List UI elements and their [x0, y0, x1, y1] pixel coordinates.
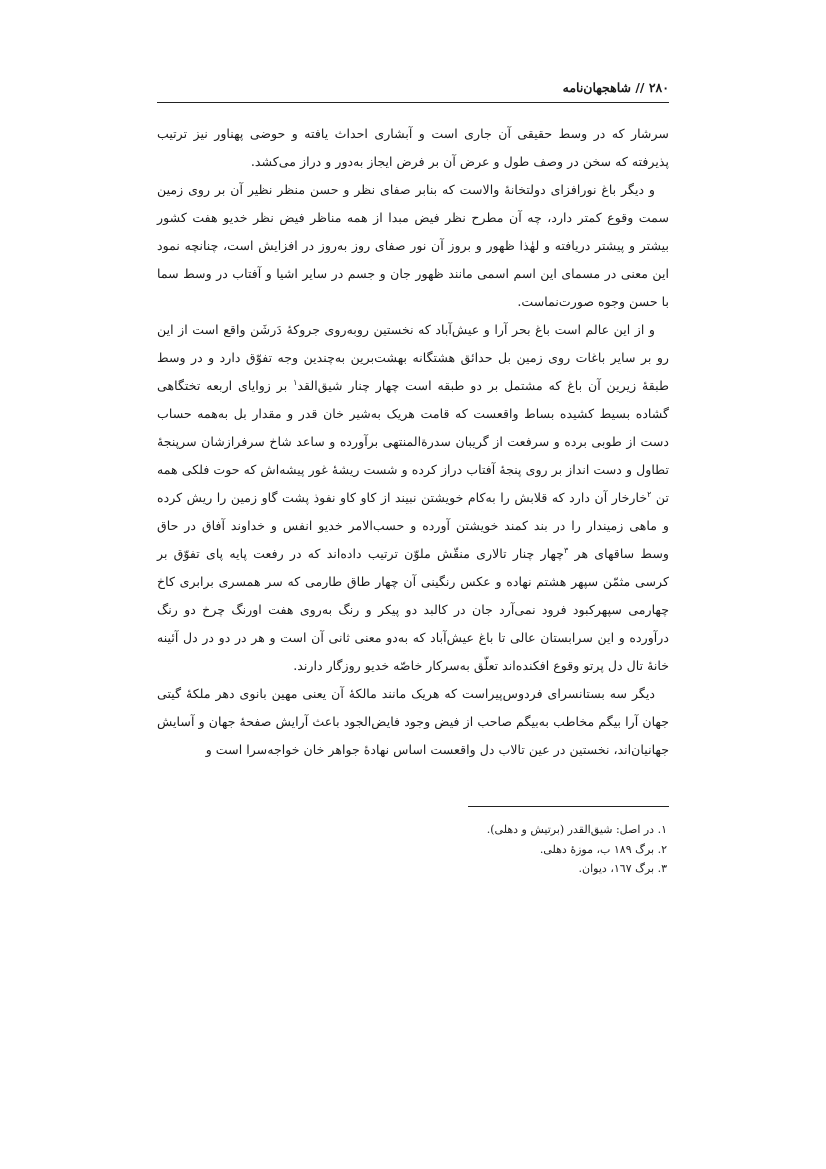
paragraph: دیگر سه بستانسرای فردوس‌پیراست که هریک مانند مالکهٔ آن یعنی مهین بانوی دهر ملکهٔ گیتی جهان آرا بیگم مخاطب به‌بیگم صاحب از فیض وجود فایض‌الجود باعث آرایش صفحهٔ جهان و آسایش جهانیان‌اند، نخستین در عین تالاب دل واقعست اساس نهادهٔ جواهر خان خواجه‌سرا است و — [157, 686, 669, 757]
footnotes — [157, 820, 669, 879]
footnote-marker[interactable]: ۱ — [293, 377, 298, 387]
footnote: ۱. در اصل: شیق‌القدر (برتیش و دهلی). — [486, 823, 667, 836]
footnote-marker[interactable]: ۲ — [647, 489, 652, 499]
paragraph-text: خارخار آن دارد که قلابش را به‌کام خویشتن نبیند از کاو کاو نفوذ پشت گاو زمین را ریش کرده و ماهی زمیندار را در بند کمند خویشتن آورده و حسب‌الامر خدیو انفس و خداوند آفاق در حاق وسط ساقهای هر — [157, 490, 669, 561]
footnote-marker[interactable]: ۳ — [564, 545, 569, 555]
main-text — [157, 120, 669, 764]
page-number-and-title: ۲۸۰ // شاهجهان‌نامه — [562, 80, 669, 95]
paragraph — [157, 316, 669, 680]
footnote: ۳. برگ ۱٦٧، دیوان. — [578, 862, 667, 875]
paragraph-text: و از این عالم است باغ بحر آرا و عیش‌آباد که نخستین روبه‌روی جروکهٔ دَرشَن واقع است از این رو بر سایر باغات روی زمین بل حدائق هشتگانه بهشت‌برین به‌چندین وجه تفوّق دارد و در وسط طبقهٔ زیرین آن باغ که مشتمل بر دو طبقه است چهار چنار شیق‌القد — [157, 322, 670, 393]
paragraph-text: بر زوایای اربعه تختگاهی گشاده بسیط کشیده بساط واقعست که قامت هریک به‌شیر خان قدر و مقدار بل به‌همه حساب دست از طوبی برده و سرفعت از گریبان سدرةالمنتهی برآورده و ساعد شاخ سرفرازشان سرپنجهٔ تطاول و دست انداز بر روی پنجهٔ آفتاب دراز کرده و شست ریشهٔ غور پیشه‌اش که حوت فلکی همه تن — [157, 378, 669, 505]
paragraph: و دیگر باغ نورافزای دولتخانهٔ والاست که بنابر صفای نظر و حسن منظر نظیر آن بر روی زمین سمت وقوع کمتر دارد، چه آن مطرح نظر فیض مبدا از همه مناظر فیض نظر خدیو هفت کشور بیشتر و پیشتر دریافته و لهٰذا ظهور و بروز آن نور صفای روز به‌روز در افزایش است، چنانچه نمود این معنی در مسمای این اسم اسمی مانند ظهور جان و جسم در سایر اشیا و آفتاب در وسط سما با حسن وجوه صورت‌نماست. — [157, 182, 669, 309]
footnote-divider — [468, 806, 669, 807]
footnote: ۲. برگ ۱۸۹ ب، موزهٔ دهلی. — [539, 842, 667, 856]
paragraph-text: چهار چنار تالاری منقّش ملوّن ترتیب داده‌اند که در رفعت پایه پای تفوّق بر کرسی مثمّن سپهر هشتم نهاده و عکس رنگینی آن چهار طاق طارمی که سر همسری برابری کاخ چهارمی سپهرکبود فرود نمی‌آرد جان در کالبد دو پیکر و رنگ به‌روی هفت اورنگ چرخ دو رنگ درآورده و این سرابستان عالی تا باغ عیش‌آباد که به‌دو معنی ثانی آن است و هر در دو در دل آئینه خانهٔ تال دل پرتو وقوع افکنده‌اند تعلّق به‌سرکار خاصّه خدیو روزگار دارند. — [157, 546, 669, 673]
running-header — [157, 74, 669, 103]
paragraph: سرشار که در وسط حقیقی آن جاری است و آبشاری احداث یافته و حوضی پهناور نیز ترتیب پذیرفته که سخن در وصف طول و عرض آن بر فرض ایجاز به‌دور و دراز می‌کشد. — [157, 126, 669, 169]
